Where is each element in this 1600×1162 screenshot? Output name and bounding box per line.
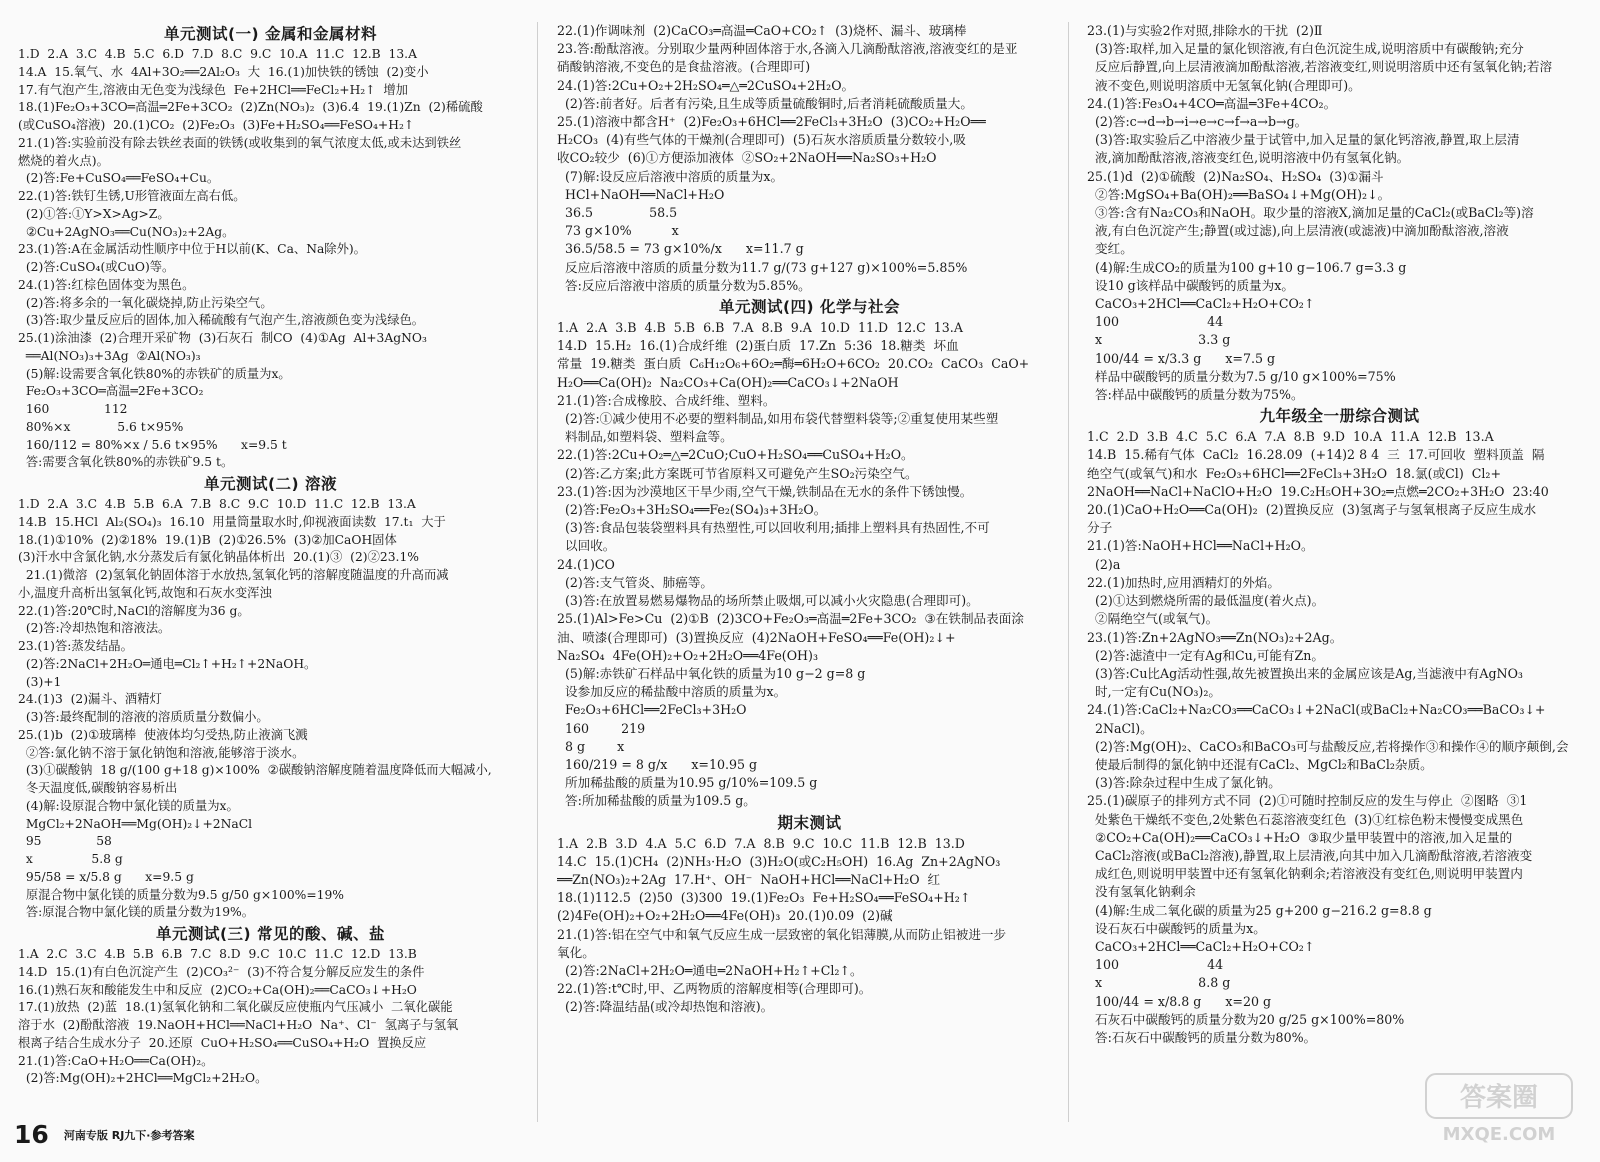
- watermark-url: MXQE.COM: [1442, 1124, 1556, 1145]
- answer-line: 14.D 15.(1)有白色沉淀产生 (2)CO₃²⁻ (3)不符合复分解反应发生的条件: [18, 964, 425, 979]
- answer-line: 21.(1)答:铝在空气中和氧气反应生成一层致密的氧化铝薄膜,从而防止铝被进一步: [557, 926, 1007, 942]
- answer-line: 24.(1)答:Fe₃O₄+4CO═高温═3Fe+4CO₂。: [1087, 95, 1337, 111]
- answer-column-1: [18, 22, 523, 1088]
- answer-line: 反应后静置,向上层清液滴加酚酞溶液,若溶液变红,则说明溶质中还有氢氧化钠;若溶: [1087, 59, 1553, 75]
- answer-line: 液不变色,则说明溶质中无氢氧化钠(合理即可)。: [1087, 77, 1361, 93]
- answer-line: 100/44 = x/3.3 g x=7.5 g: [1087, 350, 1276, 366]
- answer-line: H₂O══Ca(OH)₂ Na₂CO₃+Ca(OH)₂══CaCO₃↓+2NaOH: [557, 374, 899, 390]
- answer-line: (2)答:支气管炎、肺癌等。: [557, 574, 714, 590]
- answer-line: 溶于水 (2)酚酞溶液 19.NaOH+HCl══NaCl+H₂O Na⁺、Cl⁻ 氢离子与氢氧: [18, 1018, 459, 1032]
- answer-line: (4)解:设原混合物中氯化镁的质量为x。: [18, 798, 239, 813]
- answer-line: Na₂SO₄ 4Fe(OH)₂+O₂+2H₂O══4Fe(OH)₃: [557, 647, 818, 663]
- answer-line: 氧化。: [557, 944, 595, 960]
- answer-line: 24.(1)CO: [557, 556, 615, 572]
- answer-line: (2)答:CuSO₄(或CuO)等。: [18, 260, 175, 274]
- answer-line: 变红。: [1087, 241, 1133, 257]
- answer-line: CaCl₂溶液(或BaCl₂溶液),静置,取上层清液,向其中加入几滴酚酞溶液,若溶液变: [1087, 847, 1533, 863]
- answer-line: (2)4Fe(OH)₂+O₂+2H₂O══4Fe(OH)₃ 20.(1)0.09 (2)碱: [557, 908, 893, 924]
- answer-line: ②答:MgSO₄+Ba(OH)₂══BaSO₄↓+Mg(OH)₂↓。: [1087, 186, 1391, 202]
- answer-line: (2)答:将多余的一氧化碳烧掉,防止污染空气。: [18, 295, 273, 310]
- answer-line: (3)答:取实验后乙中溶液少量于试管中,加入足量的氯化钙溶液,静置,取上层清: [1087, 132, 1520, 148]
- answer-line: 反应后溶液中溶质的质量分数为11.7 g/(73 g+127 g)×100%=5.85%: [557, 259, 968, 275]
- answer-line: 分子: [1087, 520, 1113, 536]
- answer-line: 14.C 15.(1)CH₄ (2)NH₃·H₂O (3)H₂O(或C₂H₅OH) 16.Ag Zn+2AgNO₃: [557, 853, 1001, 869]
- answer-line: 样品中碳酸钙的质量分数为7.5 g/10 g×100%=75%: [1087, 368, 1396, 384]
- answer-line: 设石灰石中碳酸钙的质量为x。: [1087, 920, 1266, 936]
- answer-line: 设参加反应的稀盐酸中溶质的质量为x。: [557, 684, 787, 700]
- answer-column-3: [1087, 22, 1592, 1047]
- answer-line: 1.A 2.C 3.C 4.B 5.B 6.B 7.C 8.D 9.C 10.C 11.C 12.D 13.B: [18, 947, 417, 961]
- section-heading: 单元测试(一) 金属和金属材料: [163, 25, 378, 43]
- answer-line: (5)解:设需要含氧化铁80%的赤铁矿的质量为x。: [18, 366, 291, 381]
- answer-line: 18.(1)①10% (2)②18% 19.(1)B (2)①26.5% (3)②加CaOH固体: [18, 532, 397, 547]
- answer-line: (2)答:Fe₂O₃+3H₂SO₄══Fe₂(SO₄)₃+3H₂O。: [557, 502, 827, 518]
- answer-line: 17.有气泡产生,溶液由无色变为浅绿色 Fe+2HCl══FeCl₂+H₂↑ 增加: [18, 82, 408, 97]
- answer-line: 95 58: [18, 834, 112, 849]
- answer-line: 23.答:酚酞溶液。分别取少量两种固体溶于水,各滴入几滴酚酞溶液,溶液变红的是亚: [557, 41, 1018, 57]
- answer-line: 20.(1)CaO+H₂O══Ca(OH)₂ (2)置换反应 (3)氢离子与氢氧根离子反应生成水: [1087, 502, 1537, 518]
- column-divider: [537, 22, 538, 1122]
- answer-line: (或CuSO₄溶液) 20.(1)CO₂ (2)Fe₂O₃ (3)Fe+H₂SO₄══FeSO₄+H₂↑: [18, 118, 415, 132]
- answer-line: x 3.3 g: [1087, 332, 1231, 348]
- answer-line: 使最后制得的氯化钠中还混有CaCl₂、MgCl₂和BaCl₂杂质。: [1087, 756, 1433, 772]
- answer-line: 答:石灰石中碳酸钙的质量分数为80%。: [1087, 1029, 1317, 1045]
- answer-line: 23.(1)答:因为沙漠地区干旱少雨,空气干燥,铁制品在无水的条件下锈蚀慢。: [557, 483, 973, 499]
- answer-line: (2)答:①减少使用不必要的塑料制品,如用布袋代替塑料袋等;②重复使用某些塑: [557, 411, 999, 427]
- answer-line: ══Al(NO₃)₃+3Ag ②Al(NO₃)₃: [18, 348, 201, 363]
- answer-line: (2)答:降温结晶(或冷却热饱和溶液)。: [557, 999, 774, 1015]
- answer-line: 常量 19.糖类 蛋白质 C₆H₁₂O₆+6O₂═酶═6H₂O+6CO₂ 20.CO₂ CaCO₃ CaO+: [557, 356, 1030, 372]
- answer-line: 14.A 15.氧气、水 4Al+3O₂══2Al₂O₃ 大 16.(1)加快铁的锈蚀 (2)变小: [18, 64, 429, 79]
- answer-line: ══Zn(NO₃)₂+2Ag 17.H⁺、OH⁻ NaOH+HCl══NaCl+H₂O 红: [557, 871, 941, 887]
- answer-line: 1.A 2.A 3.B 4.B 5.B 6.B 7.A 8.B 9.A 10.D 11.D 12.C 13.A: [557, 320, 963, 336]
- answer-line: 答:反应后溶液中溶质的质量分数为5.85%。: [557, 277, 811, 293]
- answer-line: (3)+1: [18, 674, 62, 689]
- answer-line: (7)解:设反应后溶液中溶质的质量为x。: [557, 168, 784, 184]
- answer-line: 燃烧的着火点)。: [18, 153, 109, 168]
- answer-line: 24.(1)答:红棕色固体变为黑色。: [18, 277, 195, 292]
- answer-line: 冬天温度低,碳酸钠容易析出: [18, 781, 178, 795]
- answer-line: 设10 g该样品中碳酸钙的质量为x。: [1087, 277, 1294, 293]
- answer-line: 液,滴加酚酞溶液,溶液变红色,说明溶液中仍有氢氧化钠。: [1087, 150, 1410, 166]
- section-heading: 单元测试(三) 常见的酸、碱、盐: [155, 925, 386, 943]
- answer-line: (2)a: [1087, 556, 1121, 572]
- answer-line: x 5.8 g: [18, 852, 123, 866]
- answer-line: (2)答:滤渣中一定有Ag和Cu,可能有Zn。: [1087, 647, 1324, 663]
- answer-line: 21.(1)答:实验前没有除去铁丝表面的铁锈(或收集到的氧气浓度太低,或未达到铁丝: [18, 135, 462, 150]
- answer-line: Fe₂O₃+6HCl══2FeCl₃+3H₂O: [557, 702, 747, 718]
- answer-line: 100/44 = x/8.8 g x=20 g: [1087, 993, 1272, 1009]
- answer-line: 25.(1)碳原子的排列方式不同 (2)①可随时控制反应的发生与停止 ②图略 ③1: [1087, 793, 1528, 809]
- answer-line: CaCO₃+2HCl══CaCl₂+H₂O+CO₂↑: [1087, 938, 1315, 954]
- answer-line: (2)答:Fe+CuSO₄══FeSO₄+Cu。: [18, 171, 220, 186]
- answer-line: 24.(1)3 (2)漏斗、酒精灯: [18, 692, 162, 707]
- watermark-text: 答案圈: [1459, 1083, 1539, 1113]
- section-heading: 单元测试(四) 化学与社会: [718, 298, 901, 317]
- answer-line: (4)解:生成CO₂的质量为100 g+10 g−106.7 g=3.3 g: [1087, 259, 1407, 275]
- answer-line: (3)①碳酸钠 18 g/(100 g+18 g)×100% ②碳酸钠溶解度随着温度降低而大幅减小,: [18, 763, 492, 778]
- answer-line: 25.(1)涂油漆 (2)合理开采矿物 (3)石灰石 制CO (4)①Ag Al+3AgNO₃: [18, 331, 427, 345]
- answer-line: (3)答:除杂过程中生成了氯化钠。: [1087, 775, 1281, 791]
- answer-line: 25.(1)b (2)①玻璃棒 使液体均匀受热,防止液滴飞溅: [18, 727, 308, 742]
- answer-line: 料制品,如塑料袋、塑料盒等。: [557, 429, 733, 445]
- answer-line: (3)答:取少量反应后的固体,加入稀硫酸有气泡产生,溶液颜色变为浅绿色。: [18, 313, 425, 328]
- answer-line: H₂CO₃ (4)有些气体的干燥剂(合理即可) (5)石灰水溶质质量分数较小,吸: [557, 132, 966, 148]
- answer-line: 160 112: [18, 402, 128, 416]
- answer-line: 73 g×10% x: [557, 223, 679, 239]
- answer-line: 22.(1)作调味剂 (2)CaCO₃═高温═CaO+CO₂↑ (3)烧杯、漏斗、玻璃棒: [557, 23, 967, 38]
- answer-line: (2)答:Mg(OH)₂、CaCO₃和BaCO₃可与盐酸反应,若将操作③和操作④的顺序颠倒,会: [1087, 738, 1569, 754]
- answer-line: 25.(1)Al>Fe>Cu (2)①B (2)3CO+Fe₂O₃═高温═2Fe+3CO₂ ③在铁制品表面涂: [557, 611, 1024, 627]
- answer-line: 160/219 = 8 g/x x=10.95 g: [557, 756, 758, 772]
- answer-line: 14.B 15.HCl Al₂(SO₄)₃ 16.10 用量筒量取水时,仰视液面读数 17.t₁ 大于: [18, 514, 446, 529]
- answer-line: 2NaCl)。: [1087, 720, 1153, 736]
- answer-line: 36.5/58.5 = 73 g×10%/x x=11.7 g: [557, 241, 804, 257]
- answer-line: 1.C 2.D 3.B 4.C 5.C 6.A 7.A 8.B 9.D 10.A 11.A 12.B 13.A: [1087, 429, 1494, 445]
- answer-line: 绝空气(或氧气)和水 Fe₂O₃+6HCl══2FeCl₃+3H₂O 18.氯(或Cl) Cl₂+: [1087, 465, 1502, 481]
- answer-line: 硝酸钠溶液,不变色的是食盐溶液。(合理即可): [557, 59, 811, 75]
- answer-line: 22.(1)答:t℃时,甲、乙两物质的溶解度相等(合理即可)。: [557, 981, 872, 997]
- answer-line: x 8.8 g: [1087, 975, 1231, 991]
- answer-line: ②CO₂+Ca(OH)₂══CaCO₃↓+H₂O ③取少量甲装置中的溶液,加入足量的: [1087, 829, 1513, 845]
- answer-line: 收CO₂较少 (6)①方便添加液体 ②SO₂+2NaOH══Na₂SO₃+H₂O: [557, 150, 937, 166]
- answer-line: (3)汗水中含氯化钠,水分蒸发后有氯化钠晶体析出 20.(1)③ (2)②23.1%: [18, 550, 419, 565]
- answer-line: 21.(1)微溶 (2)氢氧化钠固体溶于水放热,氢氧化钙的溶解度随温度的升高而减: [18, 568, 449, 582]
- answer-line: 答:需要含氧化铁80%的赤铁矿9.5 t。: [18, 455, 234, 470]
- answer-line: CaCO₃+2HCl══CaCl₂+H₂O+CO₂↑: [1087, 296, 1315, 312]
- answer-line: (3)答:取样,加入足量的氯化钡溶液,有白色沉淀生成,说明溶质中有碳酸钠;充分: [1087, 41, 1524, 57]
- answer-line: 油、喷漆(合理即可) (3)置换反应 (4)2NaOH+FeSO₄══Fe(OH)₂↓+: [557, 629, 956, 645]
- answer-line: (3)答:食品包装袋塑料具有热塑性,可以回收利用;插排上塑料具有热固性,不可: [557, 520, 990, 536]
- answer-line: 23.(1)答:蒸发结晶。: [18, 639, 133, 653]
- answer-line: 处紫色干燥纸不变色,2处紫色石蕊溶液变红色 (3)①红棕色粉末慢慢变成黑色: [1087, 811, 1524, 827]
- answer-line: 答:样品中碳酸钙的质量分数为75%。: [1087, 387, 1304, 403]
- answer-line: 95/58 = x/5.8 g x=9.5 g: [18, 869, 194, 884]
- answer-line: 160/112 = 80%×x / 5.6 t×95% x=9.5 t: [18, 437, 287, 452]
- answer-line: 14.B 15.稀有气体 CaCl₂ 16.28.09 (+14)2 8 4 三 17.可回收 塑料顶盖 隔: [1087, 447, 1545, 463]
- answer-line: (2)答:冷却热饱和溶液法。: [18, 621, 171, 636]
- answer-line: (2)①答:①Y>X>Ag>Z。: [18, 206, 170, 221]
- answer-line: 原混合物中氯化镁的质量分数为9.5 g/50 g×100%=19%: [18, 887, 344, 902]
- answer-line: 22.(1)加热时,应用酒精灯的外焰。: [1087, 574, 1280, 590]
- page-number: 16: [14, 1120, 49, 1149]
- answer-line: (2)①达到燃烧所需的最低温度(着火点)。: [1087, 593, 1325, 609]
- answer-line: HCl+NaOH══NaCl+H₂O: [557, 186, 725, 202]
- answer-line: ②隔绝空气(或氧气)。: [1087, 611, 1219, 627]
- answer-line: 22.(1)答:铁钉生锈,U形管液面左高右低。: [18, 189, 246, 203]
- answer-line: 时,一定有Cu(NO₃)₂。: [1087, 684, 1221, 700]
- answer-line: 23.(1)答:A在金属活动性顺序中位于H以前(K、Ca、Na除外)。: [18, 242, 366, 257]
- answer-line: 18.(1)112.5 (2)50 (3)300 19.(1)Fe₂O₃ Fe+H₂SO₄══FeSO₄+H₂↑: [557, 890, 971, 906]
- column-divider: [1068, 22, 1069, 1122]
- answer-line: (2)答:2NaCl+2H₂O═通电═2NaOH+H₂↑+Cl₂↑。: [557, 962, 863, 978]
- answer-line: 21.(1)答:合成橡胶、合成纤维、塑料。: [557, 392, 776, 408]
- answer-line: 18.(1)Fe₂O₃+3CO═高温═2Fe+3CO₂ (2)Zn(NO₃)₂ (3)6.4 19.(1)Zn (2)稀硫酸: [18, 100, 483, 115]
- answer-line: 22.(1)答:20℃时,NaCl的溶解度为36 g。: [18, 603, 250, 618]
- watermark-logo: [1424, 1072, 1574, 1146]
- answer-line: 100 44: [1087, 957, 1224, 973]
- answer-column-2: [557, 22, 1062, 1017]
- answer-line: 23.(1)与实验2作对照,排除水的干扰 (2)Ⅱ: [1087, 23, 1323, 38]
- answer-line: (2)答:Mg(OH)₂+2HCl══MgCl₂+2H₂O。: [18, 1071, 268, 1086]
- answer-line: (2)答:c→d→b→i→e→c→f→a→b→g。: [1087, 114, 1308, 130]
- answer-line: ②Cu+2AgNO₃══Cu(NO₃)₂+2Ag。: [18, 224, 235, 239]
- answer-line: 22.(1)答:2Cu+O₂═△═2CuO;CuO+H₂SO₄══CuSO₄+H₂O。: [557, 447, 914, 463]
- answer-line: 1.D 2.A 3.C 4.B 5.B 6.A 7.B 8.C 9.C 10.D 11.C 12.B 13.A: [18, 497, 416, 511]
- answer-line: (2)答:2NaCl+2H₂O═通电═Cl₂↑+H₂↑+2NaOH。: [18, 656, 317, 671]
- answer-line: (2)答:前者好。后者有污染,且生成等质量硫酸铜时,后者消耗硫酸质量大。: [557, 95, 973, 111]
- answer-line: 小,温度升高析出氢氧化钙,故饱和石灰水变浑浊: [18, 585, 272, 600]
- answer-line: 1.A 2.B 3.D 4.A 5.C 6.D 7.A 8.B 9.C 10.C 11.B 12.B 13.D: [557, 835, 965, 851]
- answer-line: 17.(1)放热 (2)蓝 18.(1)氢氧化钠和二氧化碳反应使瓶内气压减小 二氧化碳能: [18, 1000, 453, 1015]
- answer-line: 16.(1)熟石灰和酸能发生中和反应 (2)CO₂+Ca(OH)₂══CaCO₃↓+H₂O: [18, 982, 417, 997]
- answer-line: 24.(1)答:2Cu+O₂+2H₂SO₄═△═2CuSO₄+2H₂O。: [557, 77, 855, 93]
- answer-line: 没有氢氧化钠剩余: [1087, 884, 1196, 900]
- section-heading: 九年级全一册综合测试: [1259, 407, 1420, 426]
- answer-line: 液,有白色沉淀产生;静置(或过滤),向上层清液(或滤液)中滴加酚酞溶液,溶液: [1087, 223, 1509, 239]
- answer-line: 23.(1)答:Zn+2AgNO₃══Zn(NO₃)₂+2Ag。: [1087, 629, 1343, 645]
- answer-line: ③答:含有Na₂CO₃和NaOH。取少量的溶液X,滴加足量的CaCl₂(或BaCl₂等)溶: [1087, 205, 1534, 221]
- answer-line: (3)答:最终配制的溶液的溶质质量分数偏小。: [18, 710, 269, 724]
- answer-line: 25.(1)溶液中都含H⁺ (2)Fe₂O₃+6HCl══2FeCl₃+3H₂O (3)CO₂+H₂O══: [557, 114, 986, 130]
- answer-line: 2NaOH══NaCl+NaClO+H₂O 19.C₂H₅OH+3O₂═点燃═2CO₂+3H₂O 23:40: [1087, 483, 1549, 499]
- answer-line: 所加稀盐酸的质量为10.95 g/10%=109.5 g: [557, 775, 818, 791]
- answer-line: 21.(1)答:CaO+H₂O══Ca(OH)₂。: [18, 1053, 214, 1068]
- answer-line: (3)答:Cu比Ag活动性强,故先被置换出来的金属应该是Ag,当滤液中有AgNO₃: [1087, 665, 1523, 681]
- answer-line: 1.D 2.A 3.C 4.B 5.C 6.D 7.D 8.C 9.C 10.A 11.C 12.B 13.A: [18, 47, 417, 61]
- answer-line: MgCl₂+2NaOH══Mg(OH)₂↓+2NaCl: [18, 816, 253, 831]
- answer-line: 根离子结合生成水分子 20.还原 CuO+H₂SO₄══CuSO₄+H₂O 置换反应: [18, 1035, 427, 1050]
- answer-line: 以回收。: [557, 538, 616, 554]
- answer-line: 成红色,则说明甲装置中还有氢氧化钠剩余;若溶液没有变红色,则说明甲装置内: [1087, 866, 1523, 882]
- answer-line: 80%×x 5.6 t×95%: [18, 419, 184, 434]
- answer-line: 160 219: [557, 720, 646, 736]
- answer-line: ②答:氯化钠不溶于氯化钠饱和溶液,能够溶于淡水。: [18, 745, 305, 760]
- answer-line: 答:原混合物中氯化镁的质量分数为19%。: [18, 905, 255, 920]
- footer-text: 河南专版 RJ九下·参考答案: [63, 1128, 195, 1142]
- answer-line: 100 44: [1087, 314, 1224, 330]
- answer-line: 14.D 15.H₂ 16.(1)合成纤维 (2)蛋白质 17.Zn 5:36 18.糖类 坏血: [557, 338, 959, 354]
- answer-line: 24.(1)答:CaCl₂+Na₂CO₃══CaCO₃↓+2NaCl(或BaCl₂+Na₂CO₃══BaCO₃↓+: [1087, 702, 1546, 718]
- answer-line: (2)答:乙方案;此方案既可节省原料又可避免产生SO₂污染空气。: [557, 465, 918, 481]
- section-heading: 单元测试(二) 溶液: [203, 475, 338, 493]
- answer-line: 36.5 58.5: [557, 205, 678, 221]
- answer-line: (5)解:赤铁矿石样品中氧化铁的质量为10 g−2 g=8 g: [557, 665, 866, 681]
- answer-line: 答:所加稀盐酸的质量为109.5 g。: [557, 793, 756, 809]
- answer-line: 25.(1)d (2)①硫酸 (2)Na₂SO₄、H₂SO₄ (3)①漏斗: [1087, 168, 1384, 184]
- answer-line: 21.(1)答:NaOH+HCl══NaCl+H₂O。: [1087, 538, 1314, 554]
- section-heading: 期末测试: [777, 813, 842, 832]
- page-footer: [14, 1120, 194, 1149]
- answer-line: 8 g x: [557, 738, 625, 754]
- answer-line: (4)解:生成二氧化碳的质量为25 g+200 g−216.2 g=8.8 g: [1087, 902, 1432, 918]
- answer-line: 石灰石中碳酸钙的质量分数为20 g/25 g×100%=80%: [1087, 1011, 1405, 1027]
- answer-line: (3)答:在放置易燃易爆物品的场所禁止吸烟,可以减小火灾隐患(合理即可)。: [557, 593, 979, 609]
- answer-line: Fe₂O₃+3CO═高温═2Fe+3CO₂: [18, 384, 204, 399]
